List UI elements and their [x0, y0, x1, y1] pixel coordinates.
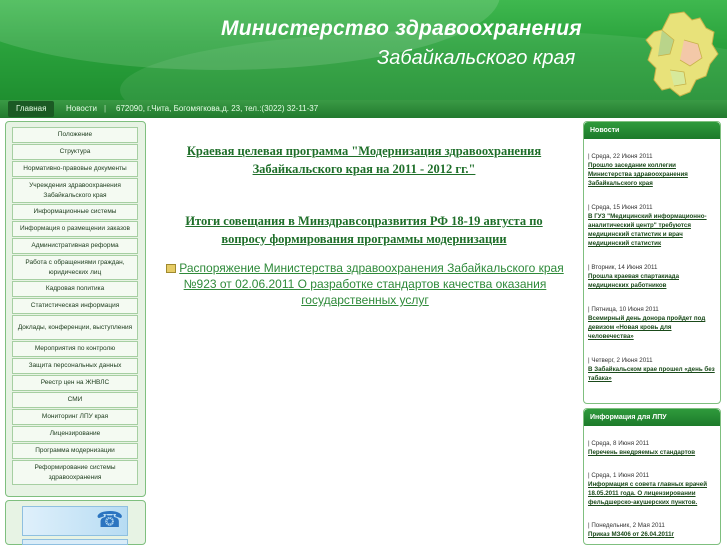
menu-item-structure[interactable]: Структура — [12, 144, 138, 160]
menu-item-monitoring[interactable]: Мониторинг ЛПУ края — [12, 409, 138, 425]
news-date: | Вторник, 14 Июня 2011 — [588, 264, 658, 271]
lpu-info-panel — [583, 408, 721, 545]
lpu-date: | Понедельник, 2 Мая 2011 — [588, 522, 665, 529]
lpu-date: | Среда, 1 Июня 2011 — [588, 472, 650, 479]
site-title-line2: Забайкальского края — [377, 47, 576, 69]
menu-item-personal-data[interactable]: Защита персональных данных — [12, 358, 138, 374]
lpu-item — [588, 471, 716, 507]
order-923-link[interactable] — [160, 260, 570, 308]
menu-item-control[interactable]: Мероприятия по контролю — [12, 341, 138, 357]
left-menu — [12, 127, 138, 486]
second-banner[interactable] — [22, 539, 128, 545]
news-item — [588, 305, 716, 341]
meeting-results-link[interactable]: Итоги совещания в Минздравсоцразвития РФ 18-19 августа по вопросу формирования программы модернизации — [185, 214, 543, 246]
news-date: | Среда, 15 Июня 2011 — [588, 204, 653, 211]
menu-item-media[interactable]: СМИ — [12, 392, 138, 408]
menu-item-info-systems[interactable]: Информационные системы — [12, 204, 138, 220]
region-map-icon — [640, 10, 720, 98]
news-item — [588, 203, 716, 248]
menu-item-reform[interactable]: Реформирование системы здравоохранения — [12, 460, 138, 485]
nav-home-link[interactable]: Главная — [8, 101, 54, 117]
site-header — [0, 0, 727, 100]
lpu-item — [588, 521, 716, 539]
news-link[interactable]: В Забайкальском крае прошел «день без табака» — [588, 366, 715, 382]
site-title-line1: Министерство здравоохранения — [221, 17, 582, 40]
order-923-text: Распоряжение Министерства здравоохранения Забайкальского края №923 от 02.06.2011 О разработке стандартов качества оказания государственных услуг — [179, 261, 564, 307]
news-link[interactable]: В ГУЗ "Медицинский информационно-аналитический центр" требуются медицинский статистик и врач медицинский статистик — [588, 213, 707, 247]
news-panel-title: Новости — [584, 122, 720, 139]
top-nav-bar — [0, 100, 727, 118]
menu-item-institutions[interactable]: Учреждения здравоохранения Забайкальского края — [12, 178, 138, 203]
document-icon — [166, 264, 176, 273]
contact-address: 672090, г.Чита, Богомягкова,д. 23, тел.:(3022) 32-11-37 — [116, 104, 319, 113]
menu-item-personnel[interactable]: Кадровая политика — [12, 281, 138, 297]
news-item — [588, 152, 716, 188]
menu-item-price-registry[interactable]: Реестр цен на ЖНВЛС — [12, 375, 138, 391]
lpu-link[interactable]: Информация с совета главных врачей 18.05.2011 года. О лицензировании фельдшерско-акушерских пунктов. — [588, 481, 708, 506]
lpu-item — [588, 439, 716, 457]
news-item — [588, 263, 716, 290]
menu-item-orders[interactable]: Информация о размещении заказов — [12, 221, 138, 237]
nav-separator: | — [104, 104, 107, 113]
menu-item-modernization[interactable]: Программа модернизации — [12, 443, 138, 459]
news-date: | Пятница, 10 Июня 2011 — [588, 306, 659, 313]
menu-item-licensing[interactable]: Лицензирование — [12, 426, 138, 442]
lpu-date: | Среда, 8 Июня 2011 — [588, 440, 650, 447]
news-link[interactable]: Прошла краевая спартакиада медицинских работников — [588, 273, 680, 289]
telephone-icon: ☎ — [96, 507, 124, 532]
menu-item-citizen-appeals[interactable]: Работа с обращениями граждан, юридических лиц — [12, 255, 138, 280]
menu-item-admin-reform[interactable]: Административная реформа — [12, 238, 138, 254]
news-date: | Четверг, 2 Июня 2011 — [588, 357, 653, 364]
lpu-panel-title: Информация для ЛПУ — [584, 409, 720, 426]
lpu-link[interactable]: Приказ МЗ406 от 26.04.2011г — [588, 531, 675, 538]
menu-item-legal-docs[interactable]: Нормативно-правовые документы — [12, 161, 138, 177]
news-panel — [583, 121, 721, 404]
news-item — [588, 356, 716, 383]
menu-item-statistics[interactable]: Статистическая информация — [12, 298, 138, 314]
menu-item-regulations[interactable]: Положение — [12, 127, 138, 143]
modernization-program-link[interactable]: Краевая целевая программа "Модернизация здравоохранения Забайкальского края на 2011 - 2012 гг." — [186, 144, 542, 176]
menu-item-reports[interactable]: Доклады, конференции, выступления — [12, 315, 138, 340]
nav-news-link[interactable]: Новости — [66, 104, 97, 113]
news-date: | Среда, 22 Июня 2011 — [588, 153, 653, 160]
news-link[interactable]: Всемирный день донора пройдет под девизом «Новая кровь для человечества» — [588, 315, 706, 340]
lpu-link[interactable]: Перечень внедряемых стандартов — [588, 449, 696, 456]
news-link[interactable]: Прошло заседание коллегии Министерства здравоохранения Забайкальского края — [588, 162, 688, 187]
